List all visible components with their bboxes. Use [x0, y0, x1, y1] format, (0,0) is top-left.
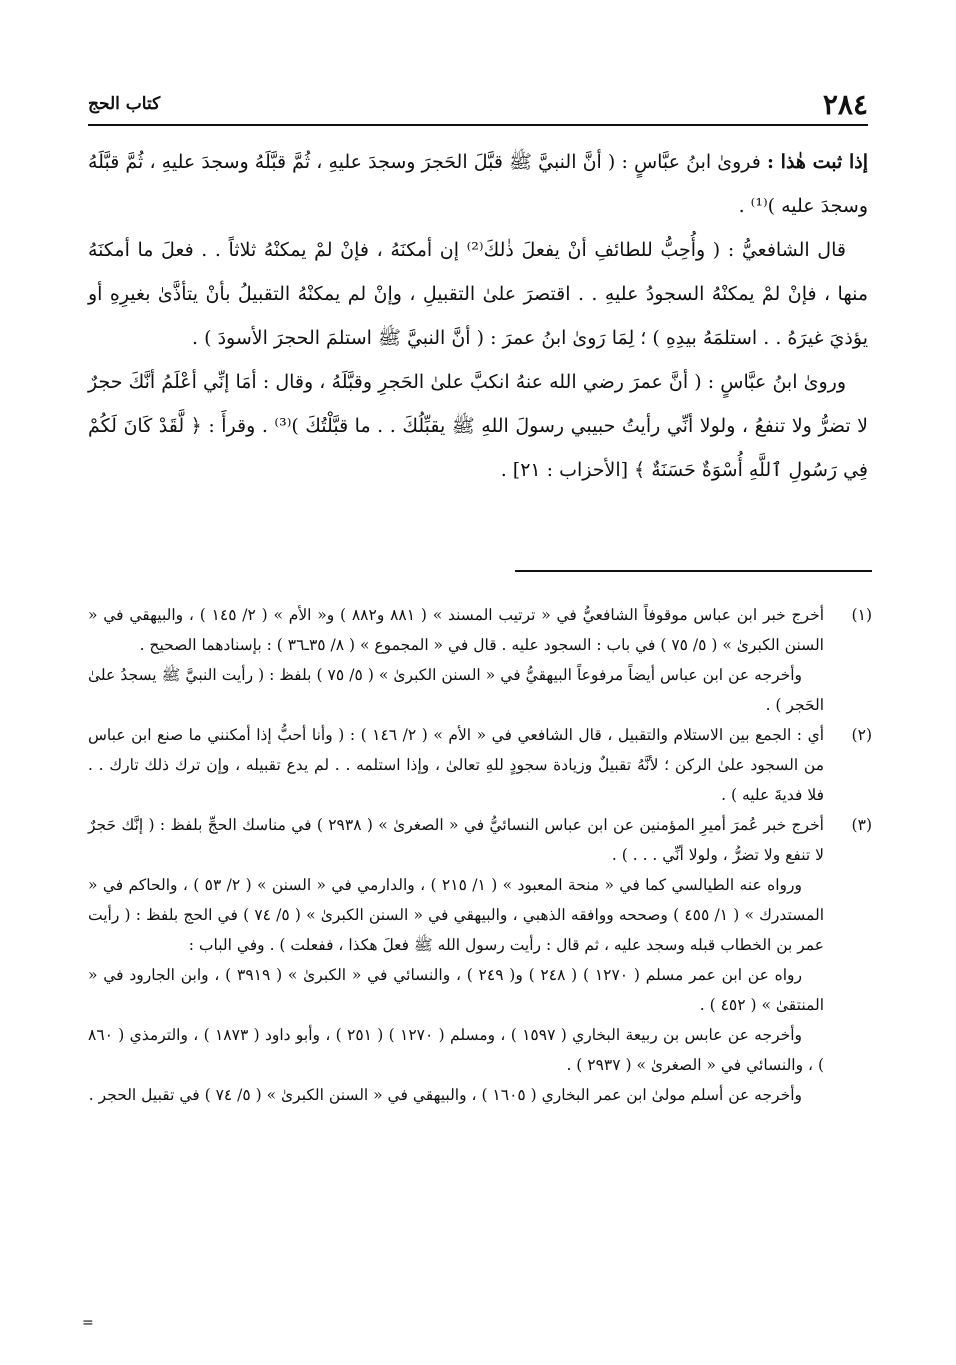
paragraph-1 — [88, 140, 868, 228]
paragraph-3: وروىٰ ابنُ عبَّاسٍ : ( أنَّ عمرَ رضي الله عنهُ انكبَّ علىٰ الحَجرِ وقبَّلَهُ ، وقال : أمَا إنِّي أعْلَمُ أنَّكَ حجرٌ لا تضرُّ ولا تنفعُ ، ولولا أنِّي رأيتُ حبيبي رسولَ اللهِ ﷺ يقبِّلُكَ . . ما قبَّلْتُكَ )⁽³⁾ . وقرأَ : ﴿ لَّقَدْ كَانَ لَكُمْ فِي رَسُولِ ٱللَّهِ أُسْوَةٌ حَسَنَةٌ ﴾ [الأحزاب : ٢١] . — [88, 371, 869, 481]
footnote-paragraph: أخرج خبر عُمرَ أميرِ المؤمنين عن ابن عباس النسائيُّ في « الصغرىٰ » ( ٢٩٣٨ ) في مناسك الحجِّ بلفظ : ( إنَّك حَجرٌ لا تنفع ولا تضرُّ ، ولولا أنِّي . . . ) . — [88, 816, 824, 864]
book-title: كتاب الحج — [88, 94, 161, 114]
footnote-1 — [88, 600, 872, 720]
footnote-paragraph: أخرج خبر ابن عباس موقوفاً الشافعيُّ في « ترتيب المسند » ( ٨٨١ و٨٨٢ ) و« الأم » ( ٢/ ١٤٥ ) ، والبيهقي في « السنن الكبرىٰ » ( ٥/ ٧٥ ) في باب : السجود عليه . قال في « المجموع » ( ٨/ ٣٥ـ٣٦ ) : بإسنادهما الصحيح . — [88, 606, 824, 654]
paragraph-1-text: فروىٰ ابنُ عبَّاسٍ : ( أنَّ النبيَّ ﷺ قبَّلَ الحَجرَ وسجدَ عليهِ ، ثُمَّ قبَّلَهُ وسجدَ عليهِ ، ثُمَّ قبَّلَهُ وسجدَ عليه )⁽¹⁾ . — [88, 151, 868, 217]
footnote-paragraph: وأخرجه عن أسلم مولىٰ ابن عمر البخاري ( ١٦٠٥ ) ، والبيهقي في « السنن الكبرىٰ » ( ٥/ ٧٤ ) في تقبيل الحجر . — [88, 1086, 802, 1104]
footnote-body — [88, 810, 824, 1110]
footnote-number: (١) — [851, 606, 872, 624]
footnote-paragraph: وأخرجه عن ابن عباس أيضاً مرفوعاً البيهقيُّ في « السنن الكبرىٰ » ( ٥/ ٧٥ ) بلفظ : ( رأيت النبيَّ ﷺ يسجدُ علىٰ الحَجر ) . — [88, 666, 824, 714]
footnote-number: (٣) — [851, 816, 872, 834]
footnote-paragraph: وأخرجه عن عابس بن ربيعة البخاري ( ١٥٩٧ ) ، ومسلم ( ١٢٧٠ ) ( ٢٥١ ) ، وأبو داود ( ١٨٧٣ ) ، والترمذي ( ٨٦٠ ) ، والنسائي في « الصغرىٰ » ( ٢٩٣٧ ) . — [88, 1026, 824, 1074]
main-text — [88, 140, 868, 492]
paragraph-1-lead: إذا ثبت هٰذا : — [766, 151, 868, 173]
footnote-number: (٢) — [851, 726, 872, 744]
footnote-body — [88, 720, 824, 810]
footnote-2 — [88, 720, 872, 810]
footnotes — [88, 600, 872, 1110]
page-number: ٢٨٤ — [822, 88, 868, 121]
continuation-mark: = — [82, 1315, 94, 1331]
footnote-3 — [88, 810, 872, 1110]
footnote-body — [88, 600, 824, 720]
footnote-divider — [515, 570, 872, 572]
footnote-paragraph: ورواه عنه الطيالسي كما في « منحة المعبود » ( ١/ ٢١٥ ) ، والدارمي في « السنن » ( ٢/ ٥٣ ) ، والحاكم في « المستدرك » ( ١/ ٤٥٥ ) وصححه ووافقه الذهبي ، والبيهقي في « السنن الكبرىٰ » ( ٥/ ٧٤ ) في الحج بلفظ : ( رأيت عمر بن الخطاب قبله وسجد عليه ، ثم قال : رأيت رسول الله ﷺ فعلَ هكذا ، ففعلت ) . وفي الباب : — [88, 876, 825, 954]
footnote-paragraph: أي : الجمع بين الاستلام والتقبيل ، قال الشافعي في « الأم » ( ٢/ ١٤٦ ) : ( وأنا أحبُّ إذا أمكنني ما صنع ابن عباس من السجود علىٰ الركن ؛ لأنَّهُ تقبيلٌ وزيادة سجودٍ للهِ تعالىٰ ، وإذا استلمه . . لم يدع تقبيله ، وإن ترك ذلك تارك . . فلا فديةَ عليه ) . — [88, 726, 825, 804]
page-header — [88, 88, 868, 126]
paragraph-2: قال الشافعيُّ : ( وأُحِبُّ للطائفِ أنْ يفعلَ ذٰلكَ⁽²⁾ إن أمكنَهُ ، فإنْ لمْ يمكنْهُ ثلاثاً . . فعلَ ما أمكنَهُ منها ، فإنْ لمْ يمكنْهُ السجودُ عليهِ . . اقتصرَ علىٰ التقبيلِ ، وإنْ لم يمكنْهُ التقبيلُ بأنْ يتأذَّىٰ بغيرِهِ أو يؤذيَ غيرَهُ . . استلمَهُ بيدِهِ ) ؛ لِمَا رَوىٰ ابنُ عمرَ : ( أنَّ النبيَّ ﷺ استلمَ الحجرَ الأسودَ ) . — [88, 239, 868, 349]
footnote-paragraph: رواه عن ابن عمر مسلم ( ١٢٧٠ ) ( ٢٤٨ ) و( ٢٤٩ ) ، والنسائي في « الكبرىٰ » ( ٣٩١٩ ) ، وابن الجارود في « المنتقىٰ » ( ٤٥٢ ) . — [88, 966, 824, 1014]
